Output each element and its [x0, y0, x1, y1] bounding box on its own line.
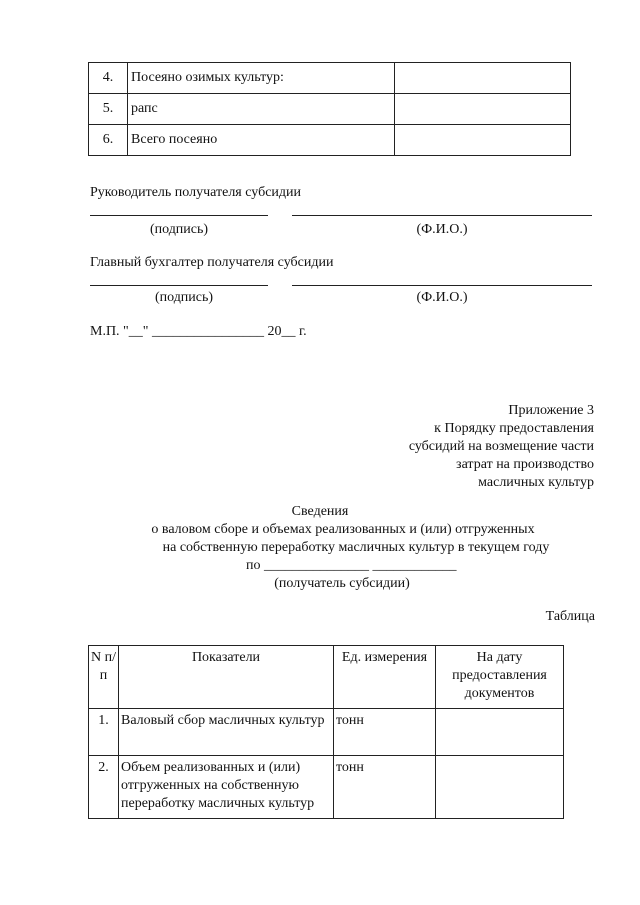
appendix-line: масличных культур [478, 475, 594, 490]
title-line-2: на собственную переработку масличных культур в текущем году [162, 540, 550, 555]
accountant-name-line [292, 285, 592, 286]
row-unit: тонн [334, 756, 436, 819]
appendix-block [294, 402, 594, 492]
row-value [395, 125, 571, 156]
accountant-name-caption: (Ф.И.О.) [416, 290, 468, 305]
row-label: Посеяно озимых культур: [128, 63, 395, 94]
row-label: рапс [128, 94, 395, 125]
row-number: 6. [89, 125, 128, 156]
appendix-line: к Порядку предоставления [434, 421, 594, 436]
row-indicator: Валовый сбор масличных культур [119, 709, 334, 756]
appendix-line: субсидий на возмещение части [408, 439, 594, 454]
table-row [89, 709, 564, 756]
head-signature-caption: (подпись) [149, 222, 209, 237]
appendix-line: затрат на производство [456, 457, 594, 472]
harvest-table [88, 645, 564, 819]
document-title: Сведения [291, 504, 349, 519]
sown-crops-table [88, 62, 571, 156]
table-row [89, 125, 571, 156]
row-value [395, 63, 571, 94]
header-num: N п/п [89, 646, 119, 709]
header-indicator: Показатели [119, 646, 334, 709]
row-label: Всего посеяно [128, 125, 395, 156]
appendix-line: Приложение 3 [508, 403, 594, 418]
accountant-title: Главный бухгалтер получателя субсидии [90, 255, 334, 270]
head-name-caption: (Ф.И.О.) [416, 222, 468, 237]
table-row [89, 756, 564, 819]
head-signature-line [90, 215, 268, 216]
row-date [436, 756, 564, 819]
row-number: 5. [89, 94, 128, 125]
accountant-signature-caption: (подпись) [154, 290, 214, 305]
title-line-1: о валовом сборе и объемах реализованных и (или) отгруженных [151, 522, 535, 537]
row-indicator: Объем реализованных и (или) отгруженных на собственную переработку масличных культур [119, 756, 334, 819]
row-number: 2. [89, 756, 119, 819]
recipient-caption: (получатель субсидии) [274, 576, 410, 591]
row-number: 4. [89, 63, 128, 94]
head-name-line [292, 215, 592, 216]
accountant-signature-line [90, 285, 268, 286]
stamp-date-line: М.П. "__" ________________ 20__ г. [90, 324, 307, 339]
table-header-row [89, 646, 564, 709]
recipient-line: по _______________ ____________ [246, 558, 457, 573]
header-date: На дату предоставления документов [436, 646, 564, 709]
table-row [89, 63, 571, 94]
head-title: Руководитель получателя субсидии [90, 185, 302, 200]
table-label: Таблица [545, 609, 595, 624]
row-date [436, 709, 564, 756]
row-value [395, 94, 571, 125]
header-unit: Ед. измерения [334, 646, 436, 709]
row-unit: тонн [334, 709, 436, 756]
table-row [89, 94, 571, 125]
row-number: 1. [89, 709, 119, 756]
